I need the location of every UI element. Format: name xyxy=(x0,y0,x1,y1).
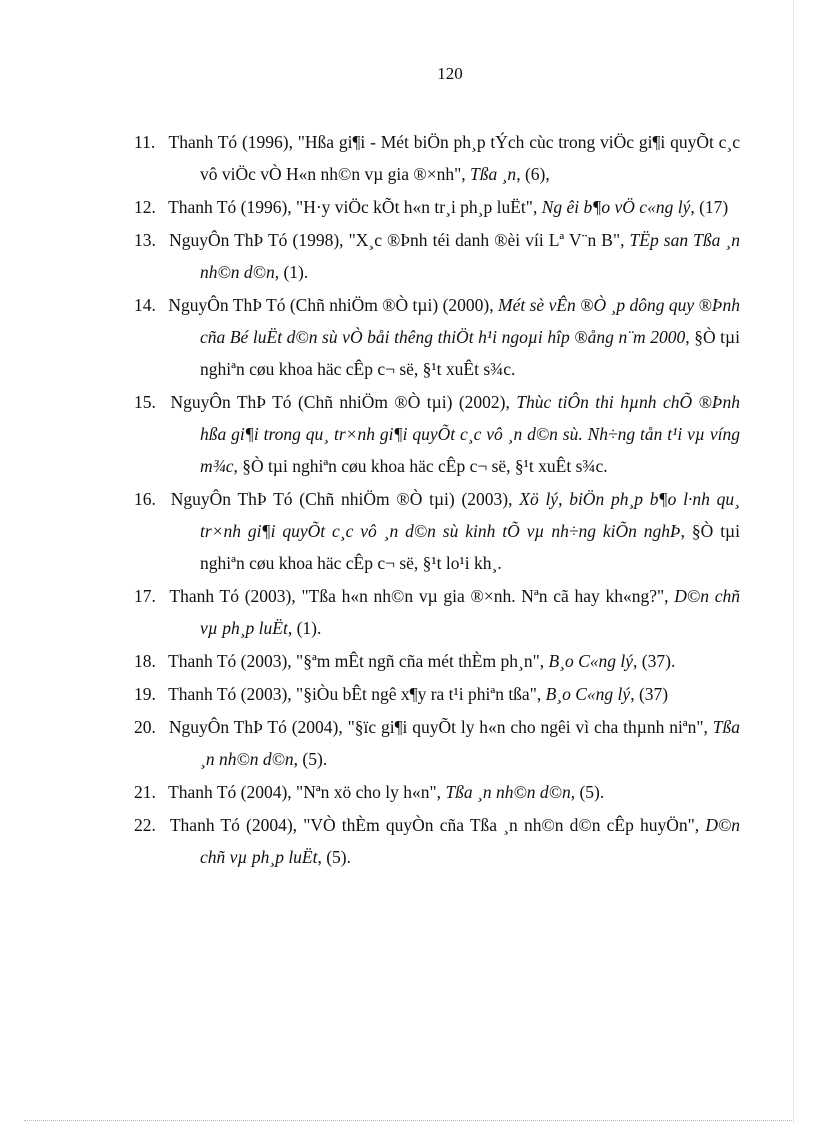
reference-text: Thanh Tó (2004), "VÒ thÈm quyÒn cña Tßa ¸n nh©n d©n cÊp huyÖn", xyxy=(169,815,706,835)
reference-issue: , (5). xyxy=(570,782,605,802)
reference-text: Thanh Tó (2003), "§iÒu bÊt ngê x¶y ra t¹i phiªn tßa", xyxy=(168,684,546,704)
reference-item xyxy=(134,809,740,873)
reference-text: NguyÔn ThÞ Tó (1998), "X¸c ®Þnh téi danh ®èi víi Lª V¨n B", xyxy=(169,230,630,250)
reference-text: Thanh Tó (2003), "Tßa h«n nh©n vµ gia ®×nh. Nªn cã hay kh«ng?", xyxy=(169,586,675,606)
reference-text: NguyÔn ThÞ Tó (Chñ nhiÖm ®Ò tµi) (2002), xyxy=(170,392,517,412)
reference-source-title: B¸o C«ng lý xyxy=(548,651,634,671)
reference-list xyxy=(134,126,740,874)
reference-source-title: B¸o C«ng lý xyxy=(545,684,631,704)
reference-source-title: Tßa ¸n xyxy=(470,164,517,184)
reference-number: 16. xyxy=(134,489,156,509)
reference-source-title: D©n chñ vµ ph¸p luËt xyxy=(200,815,740,867)
reference-issue: , §Ò tµi nghiªn cøu khoa häc cÊp c¬ së, §¹t xuÊt s¾c. xyxy=(233,456,608,476)
reference-source-title: Tßa ¸n nh©n d©n xyxy=(200,717,740,769)
reference-number: 18. xyxy=(134,651,156,671)
reference-source-title: Ng êi b¶o vÖ c«ng lý xyxy=(541,197,691,217)
reference-item xyxy=(134,483,740,579)
reference-item xyxy=(134,580,740,644)
reference-issue: , (6), xyxy=(516,164,550,184)
reference-item xyxy=(134,678,740,710)
reference-item xyxy=(134,191,740,223)
reference-number: 17. xyxy=(134,586,156,606)
reference-item xyxy=(134,711,740,775)
page-number: 120 xyxy=(437,64,463,83)
reference-number: 19. xyxy=(134,684,156,704)
reference-number: 20. xyxy=(134,717,156,737)
reference-number: 14. xyxy=(134,295,156,315)
reference-issue: , (37) xyxy=(630,684,669,704)
reference-item xyxy=(134,126,740,190)
reference-text: Thanh Tó (2004), "Nªn xö cho ly h«n", xyxy=(168,782,446,802)
reference-item xyxy=(134,645,740,677)
reference-issue: , (1). xyxy=(274,262,309,282)
reference-text: Thanh Tó (2003), "§ªm mÊt ngñ cña mét thÈm ph¸n", xyxy=(168,651,549,671)
reference-number: 11. xyxy=(134,132,156,152)
page-edge-divider xyxy=(793,0,794,1123)
reference-issue: , (37). xyxy=(633,651,676,671)
reference-source-title: TËp san Tßa ¸n nh©n d©n xyxy=(200,230,740,282)
reference-issue: , §Ò tµi nghiªn cøu khoa häc cÊp c¬ së, §¹t lo¹i kh¸. xyxy=(200,521,741,573)
reference-text: Thanh Tó (1996), "H·y viÖc kÕt h«n tr¸i ph¸p luËt", xyxy=(168,197,542,217)
reference-item xyxy=(134,289,740,385)
reference-source-title: Thùc tiÔn thi hµnh chÕ ®Þnh hßa gi¶i trong qu¸ tr×nh gi¶i quyÕt c¸c vô ¸n d©n sù. Nh÷ng tån t¹i vµ víng m¾c xyxy=(200,392,741,476)
page-bottom-divider xyxy=(24,1120,792,1121)
reference-number: 22. xyxy=(134,815,156,835)
reference-source-title: Mét sè vÊn ®Ò ¸p dông quy ®Þnh cña Bé luËt d©n sù vÒ båi thêng thiÖt h¹i ngoµi hîp ®ång n¨m 2000 xyxy=(200,295,741,347)
reference-number: 15. xyxy=(134,392,156,412)
reference-issue: , §Ò tµi nghiªn cøu khoa häc cÊp c¬ së, §¹t xuÊt s¾c. xyxy=(200,327,740,379)
reference-item xyxy=(134,224,740,288)
reference-issue: , (17) xyxy=(690,197,729,217)
reference-issue: , (5). xyxy=(293,749,328,769)
reference-text: Thanh Tó (1996), "Hßa gi¶i - Mét biÖn ph¸p tÝch cùc trong viÖc gi¶i quyÕt c¸c vô viÖc vÒ H«n nh©n vµ gia ®×nh", xyxy=(168,132,741,184)
reference-number: 13. xyxy=(134,230,156,250)
reference-item xyxy=(134,776,740,808)
reference-text: NguyÔn ThÞ Tó (2004), "§ïc gi¶i quyÕt ly h«n cho ngêi vì cha thµnh niªn", xyxy=(168,717,713,737)
reference-issue: , (1). xyxy=(287,618,322,638)
reference-text: NguyÔn ThÞ Tó (Chñ nhiÖm ®Ò tµi) (2000), xyxy=(168,295,499,315)
reference-source-title: Xö lý, biÖn ph¸p b¶o l·nh qu¸ tr×nh gi¶i quyÕt c¸c vô ¸n d©n sù kinh tÕ vµ nh÷ng kiÕn nghÞ xyxy=(200,489,741,541)
reference-number: 21. xyxy=(134,782,156,802)
reference-text: NguyÔn ThÞ Tó (Chñ nhiÖm ®Ò tµi) (2003), xyxy=(170,489,520,509)
reference-source-title: Tßa ¸n nh©n d©n xyxy=(445,782,571,802)
reference-issue: , (5). xyxy=(317,847,352,867)
reference-number: 12. xyxy=(134,197,156,217)
reference-item xyxy=(134,386,740,482)
reference-source-title: D©n chñ vµ ph¸p luËt xyxy=(200,586,740,638)
